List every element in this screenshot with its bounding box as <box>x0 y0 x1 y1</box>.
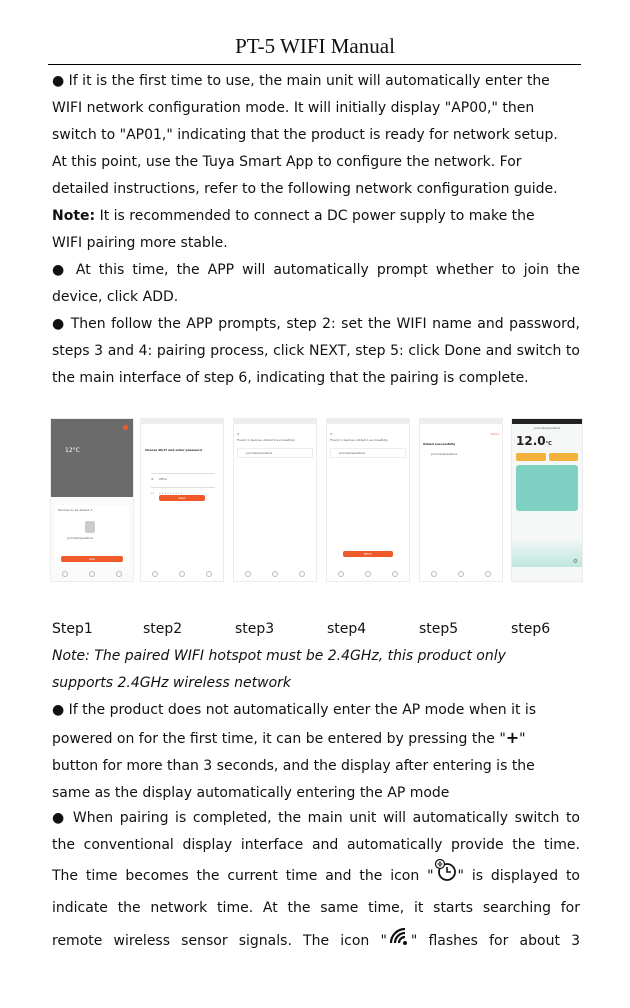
step-label: step4 <box>327 621 367 637</box>
success-title: Added successfully <box>423 442 456 446</box>
frequency-note <box>52 643 580 697</box>
password-field[interactable]: ▢ • • • • • • • • • <box>151 479 215 488</box>
next-button[interactable]: Next <box>159 495 205 501</box>
device-thumbnail <box>85 521 95 533</box>
home-temperature: 12°C <box>65 447 80 454</box>
add-icon <box>123 425 128 430</box>
text-line: WIFI pairing more stable. <box>52 235 228 251</box>
pairing-complete-paragraph <box>52 805 580 957</box>
device-row: pool temperature <box>237 448 313 458</box>
screenshot-step4 <box>326 418 410 582</box>
text-line: the conventional display interface and automatically provide the time. <box>52 837 580 853</box>
close-icon[interactable]: ✕ <box>330 432 333 436</box>
close-icon[interactable]: ✕ <box>237 432 240 436</box>
device-title: pool temperature <box>533 426 561 430</box>
wifi-icon: ≋ <box>151 477 154 481</box>
screenshot-step2 <box>140 418 224 582</box>
text-line: ● When pairing is completed, the main unit will automatically switch to <box>52 810 580 826</box>
wave-graphic <box>512 537 582 567</box>
step-label: Step1 <box>52 621 93 637</box>
step-label: step6 <box>511 621 551 637</box>
step-label: step3 <box>235 621 275 637</box>
found-header: Found 1 devices. Added 1 successfully <box>330 438 388 442</box>
dialog-label: Devices to be added: 1 <box>58 508 93 512</box>
page-title: PT-5 WIFI Manual <box>235 34 395 58</box>
nav-bar <box>234 567 316 581</box>
text-line: Note: The paired WIFI hotspot must be 2.4GHz, this product only <box>52 648 506 664</box>
ssid-field[interactable]: ≋ office <box>151 465 215 474</box>
plus-symbol: + <box>505 728 520 747</box>
step-label: step2 <box>143 621 183 637</box>
lock-icon: ▢ <box>151 491 154 495</box>
note-line <box>52 203 580 230</box>
add-device-dialog <box>55 505 129 567</box>
text-line: steps 3 and 4: pairing process, click NEXT, step 5: click Done and switch to <box>52 343 580 359</box>
nav-bar <box>420 567 502 581</box>
sensor-card <box>516 465 578 511</box>
next-button[interactable]: NEXT <box>343 551 393 557</box>
dimmed-home <box>51 419 133 497</box>
text-line: ● At this time, the APP will automatically prompt whether to join the <box>52 262 580 278</box>
nav-bar <box>141 567 223 581</box>
title-rule <box>48 64 581 65</box>
intro-paragraph <box>52 68 580 392</box>
text-line: same as the display automatically entering the AP mode <box>52 785 450 801</box>
text-line: indicate the network time. At the same time, it starts searching for <box>52 900 580 916</box>
text-line: The time becomes the current time and the icon " " is displayed to <box>52 859 580 891</box>
note-label: Note: <box>52 208 96 224</box>
device-row: pool temperature <box>330 448 406 458</box>
screenshot-step3 <box>233 418 317 582</box>
text-line: remote wireless sensor signals. The icon " " flashes for about 3 <box>52 925 580 957</box>
found-header: Found 1 devices. Added 0 successfully <box>237 438 295 442</box>
device-temperature: 12.0°C <box>516 434 552 448</box>
done-button[interactable]: Done <box>491 432 499 436</box>
wifi-form-title: Choose Wi-Fi and enter password <box>145 448 202 452</box>
gear-icon[interactable]: ⚙ <box>572 558 578 565</box>
screenshot-step6 <box>511 418 583 582</box>
text-line: supports 2.4GHz wireless network <box>52 675 292 691</box>
mode-button[interactable] <box>516 453 546 461</box>
note-text: It is recommended to connect a DC power supply to make the <box>95 208 535 224</box>
app-screenshots <box>50 418 582 580</box>
step-label: step5 <box>419 621 459 637</box>
text-line: At this point, use the Tuya Smart App to configure the network. For <box>52 154 522 170</box>
add-button[interactable]: Add <box>61 556 123 562</box>
text-line: ● If it is the first time to use, the main unit will automatically enter the <box>52 73 550 89</box>
text-line: the main interface of step 6, indicating that the pairing is complete. <box>52 370 529 386</box>
dialog-device-name: pool temperature <box>67 536 94 540</box>
text-line: ● Then follow the APP prompts, step 2: set the WIFI name and password, <box>52 316 580 332</box>
text-line: button for more than 3 seconds, and the display after entering is the <box>52 758 535 774</box>
nav-bar <box>51 567 133 581</box>
device-row: pool temperature <box>431 452 458 456</box>
text-line: switch to "AP01," indicating that the product is ready for network setup. <box>52 127 558 143</box>
network-time-icon <box>434 859 458 891</box>
mode-button[interactable] <box>549 453 579 461</box>
text-line: WIFI network configuration mode. It will initially display "AP00," then <box>52 100 535 116</box>
screenshot-step5 <box>419 418 503 582</box>
ap-mode-paragraph <box>52 697 580 807</box>
screenshot-step1 <box>50 418 134 582</box>
text-line: powered on for the first time, it can be entered by pressing the "+" <box>52 728 526 747</box>
text-line: device, click ADD. <box>52 289 179 305</box>
wireless-signal-icon <box>387 925 411 957</box>
nav-bar <box>327 567 409 581</box>
text-line: ● If the product does not automatically enter the AP mode when it is <box>52 702 537 718</box>
text-line: detailed instructions, refer to the following network configuration guide. <box>52 181 558 197</box>
